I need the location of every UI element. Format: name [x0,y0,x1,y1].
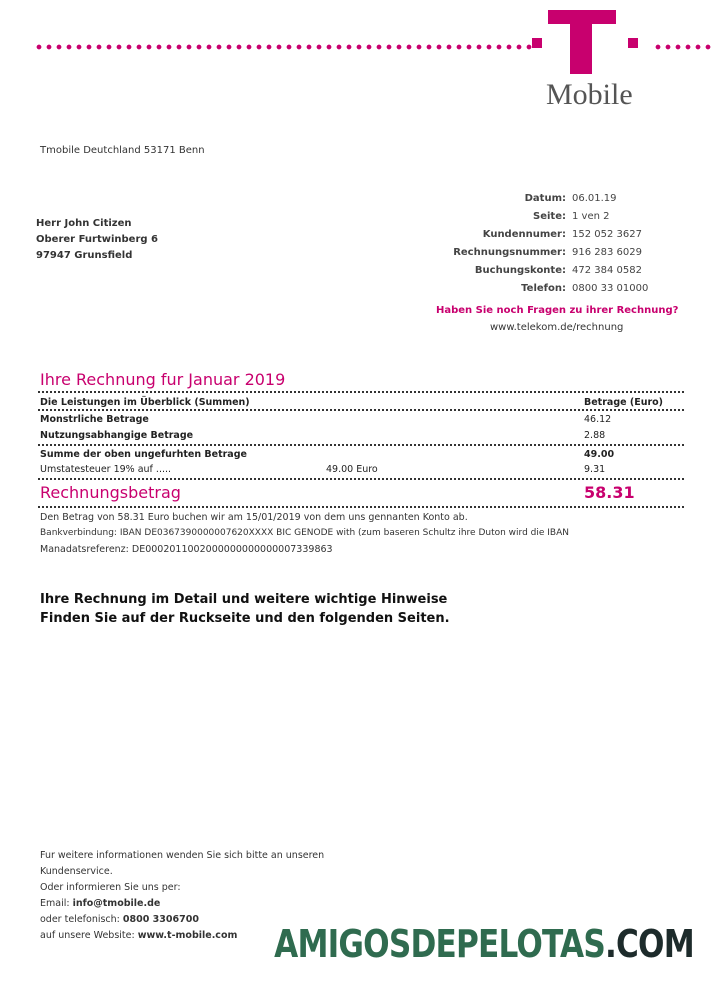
meta-row-datum [410,193,680,211]
footer-phone [40,914,199,925]
footer-line: Kundenservice. [40,866,113,877]
meta-label: Buchungskonte: [474,265,566,276]
tmobile-logo [540,10,650,110]
tax-label: Umstatesteuer 19% auf ..... [40,464,172,475]
web-link[interactable]: www.t-mobile.com [137,930,238,941]
tax-row [40,464,684,478]
divider [38,409,684,411]
t-logo-stem-icon [570,10,592,74]
row-value: 46.12 [584,414,612,425]
header-dotted-line-left [34,44,534,50]
footer-web [40,930,237,941]
payment-note: Den Betrag von 58.31 Euro buchen wir am 15/01/2019 von dem uns gennanten Konto ab. [40,512,468,523]
meta-value: 0800 33 01000 [572,283,649,294]
meta-row-seite [410,211,680,229]
recipient-name: Herr John Citizen [36,218,132,229]
footer-line: Fur weitere informationen wenden Sie sich bitte an unseren [40,850,325,861]
meta-value: 1 ven 2 [572,211,610,222]
watermark [274,922,694,966]
row-label: Monstrliche Betrage [40,414,149,425]
row-value: 2.88 [584,430,606,441]
tax-base: 49.00 Euro [326,464,378,475]
phone-number[interactable]: 0800 3306700 [122,914,199,925]
t-logo-dot-icon [532,38,542,48]
meta-row-telefon [410,283,680,301]
bank-note: Bankverbindung: IBAN DE0367390000007620XXXX BIC GENODE with (zum baseren Schultz ihre Duton wird die IBAN [40,528,569,538]
email-link[interactable]: info@tmobile.de [72,898,161,909]
total-label: Rechnungsbetrag [40,483,181,502]
header-amount: Betrage (Euro) [584,397,664,408]
table-row [40,414,684,428]
meta-value: 916 283 6029 [572,247,642,258]
help-link[interactable]: www.telekom.de/rechnung [490,322,624,333]
divider [38,506,684,508]
mandate-note: Manadatsreferenz: DE0002011002000000000000007339863 [40,544,333,555]
t-logo-dot-icon [628,38,638,48]
watermark-main: AMIGOSDEPELOTAS [274,922,606,966]
meta-value: 472 384 0582 [572,265,642,276]
sender-line: Tmobile Deutchland 53171 Benn [40,145,205,156]
web-label: auf unsere Website: [40,930,138,941]
divider [38,391,684,393]
total-value: 58.31 [584,483,635,502]
meta-label: Kundennumer: [482,229,566,240]
watermark-tld: .COM [605,922,694,966]
subtotal-value: 49.00 [584,449,615,460]
help-question: Haben Sie noch Fragen zu ihrer Rechnung? [436,305,679,316]
recipient-street: Oberer Furtwinberg 6 [36,234,158,245]
detail-heading: Ihre Rechnung im Detail und weitere wichtige Hinweise [40,592,448,607]
tax-value: 9.31 [584,464,606,475]
subtotal-label: Summe der oben ungefurhten Betrage [40,449,247,460]
divider [38,478,684,480]
meta-label: Rechnungsnummer: [453,247,566,258]
logo-text: Mobile [546,78,633,111]
header-dotted-line-right [653,44,713,50]
detail-subheading: Finden Sie auf der Ruckseite und den folgenden Seiten. [40,611,450,626]
meta-row-kundennummer [410,229,680,247]
subtotal-row [40,449,684,463]
footer-line: Oder informieren Sie uns per: [40,882,181,893]
meta-label: Datum: [524,193,566,204]
divider [38,444,684,446]
meta-row-buchungskonto [410,265,680,283]
header-services: Die Leistungen im Überblick (Summen) [40,397,250,408]
meta-row-rechnungsnummer [410,247,680,265]
email-label: Email: [40,898,73,909]
table-row [40,430,684,444]
recipient-city: 97947 Grunsfield [36,250,133,261]
phone-label: oder telefonisch: [40,914,123,925]
meta-label: Seite: [533,211,566,222]
meta-value: 06.01.19 [572,193,617,204]
row-label: Nutzungsabhangige Betrage [40,430,194,441]
footer-email [40,898,160,909]
invoice-title: Ihre Rechnung fur Januar 2019 [40,370,286,389]
meta-value: 152 052 3627 [572,229,642,240]
meta-label: Telefon: [521,283,566,294]
